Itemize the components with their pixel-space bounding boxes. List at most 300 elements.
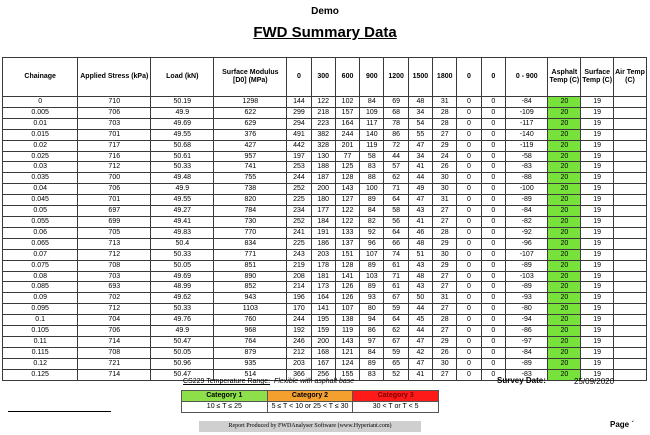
table-cell: 138: [335, 315, 359, 326]
table-cell: 77: [335, 151, 359, 162]
table-cell: 84: [360, 347, 384, 358]
table-cell: 200: [311, 184, 335, 195]
table-cell: 0: [481, 347, 505, 358]
table-cell: 244: [287, 315, 311, 326]
asphalt-temp-cell: 20: [548, 107, 581, 118]
table-row: [3, 347, 647, 358]
table-cell: 126: [335, 282, 359, 293]
table-cell: 177: [311, 206, 335, 217]
column-header: 900: [360, 58, 384, 97]
table-cell: 0: [457, 293, 481, 304]
table-cell: 49.62: [151, 293, 214, 304]
table-cell: 119: [360, 140, 384, 151]
table-cell: -82: [505, 216, 548, 227]
table-cell: 225: [287, 238, 311, 249]
table-cell: 31: [433, 97, 457, 108]
asphalt-temp-cell: 20: [548, 260, 581, 271]
table-cell: 834: [214, 238, 287, 249]
table-cell: 738: [214, 184, 287, 195]
table-cell: 64: [384, 195, 408, 206]
table-row: [3, 140, 647, 151]
table-cell: 712: [78, 162, 151, 173]
table-cell: 49.69: [151, 271, 214, 282]
table-cell: 89: [360, 195, 384, 206]
table-cell: 708: [78, 347, 151, 358]
table-cell: 196: [287, 293, 311, 304]
category-legend: [181, 390, 439, 413]
table-cell: [614, 206, 647, 217]
table-cell: [614, 249, 647, 260]
asphalt-temp-cell: 20: [548, 282, 581, 293]
table-cell: 157: [335, 107, 359, 118]
table-cell: 42: [408, 347, 432, 358]
table-row: [3, 315, 647, 326]
table-cell: 88: [360, 173, 384, 184]
table-cell: [614, 173, 647, 184]
table-cell: 27: [433, 206, 457, 217]
table-cell: 852: [214, 282, 287, 293]
table-cell: -89: [505, 260, 548, 271]
table-cell: 69: [384, 97, 408, 108]
table-cell: 168: [311, 347, 335, 358]
asphalt-temp-cell: 20: [548, 173, 581, 184]
table-cell: 701: [78, 195, 151, 206]
table-cell: 130: [311, 151, 335, 162]
table-cell: 41: [408, 216, 432, 227]
table-cell: 968: [214, 326, 287, 337]
table-cell: 19: [581, 336, 614, 347]
asphalt-temp-cell: 20: [548, 326, 581, 337]
table-cell: 47: [408, 195, 432, 206]
table-cell: 299: [287, 107, 311, 118]
column-header: Chainage: [3, 58, 78, 97]
table-cell: 29: [433, 140, 457, 151]
table-cell: 0.12: [3, 358, 78, 369]
table-cell: [614, 184, 647, 195]
table-cell: 0: [457, 238, 481, 249]
table-cell: 770: [214, 227, 287, 238]
table-cell: 0.11: [3, 336, 78, 347]
table-cell: 45: [408, 315, 432, 326]
table-cell: 253: [287, 162, 311, 173]
table-cell: 49.55: [151, 195, 214, 206]
table-cell: 246: [287, 336, 311, 347]
table-cell: 0: [481, 315, 505, 326]
table-cell: 0.08: [3, 271, 78, 282]
column-header: Surface Modulus [D0] (MPa): [214, 58, 287, 97]
table-cell: 71: [384, 184, 408, 195]
table-cell: 27: [433, 129, 457, 140]
table-cell: 710: [78, 97, 151, 108]
table-cell: 27: [433, 304, 457, 315]
table-cell: 180: [311, 195, 335, 206]
table-cell: 0.09: [3, 293, 78, 304]
table-cell: 61: [384, 282, 408, 293]
table-cell: 128: [335, 260, 359, 271]
table-cell: 0: [481, 238, 505, 249]
table-cell: 89: [360, 282, 384, 293]
table-cell: 0: [481, 282, 505, 293]
table-cell: 376: [214, 129, 287, 140]
table-cell: 244: [335, 129, 359, 140]
table-cell: 28: [433, 118, 457, 129]
table-cell: 28: [433, 107, 457, 118]
table-cell: 29: [433, 238, 457, 249]
table-cell: 121: [335, 347, 359, 358]
table-cell: -97: [505, 336, 548, 347]
table-cell: 851: [214, 260, 287, 271]
table-cell: -140: [505, 129, 548, 140]
table-cell: 629: [214, 118, 287, 129]
page-number: Page ´: [610, 420, 635, 429]
table-cell: -109: [505, 107, 548, 118]
table-cell: 58: [360, 151, 384, 162]
table-cell: 203: [287, 358, 311, 369]
table-cell: 0: [481, 195, 505, 206]
table-cell: 0: [457, 282, 481, 293]
table-cell: 19: [581, 162, 614, 173]
table-cell: [614, 282, 647, 293]
table-cell: 0: [481, 358, 505, 369]
column-header: 1500: [408, 58, 432, 97]
table-cell: -83: [505, 162, 548, 173]
table-cell: 328: [311, 140, 335, 151]
table-cell: 34: [408, 107, 432, 118]
table-cell: 59: [384, 347, 408, 358]
table-cell: [614, 107, 647, 118]
table-cell: 62: [384, 173, 408, 184]
table-cell: 19: [581, 97, 614, 108]
table-cell: 0.055: [3, 216, 78, 227]
table-cell: 71: [384, 271, 408, 282]
table-cell: 243: [287, 249, 311, 260]
table-cell: 30: [433, 358, 457, 369]
table-cell: 203: [311, 249, 335, 260]
table-cell: 706: [78, 107, 151, 118]
table-cell: 29: [433, 260, 457, 271]
table-cell: 143: [335, 336, 359, 347]
table-row: [3, 260, 647, 271]
table-cell: 0: [457, 129, 481, 140]
table-cell: 0.1: [3, 315, 78, 326]
table-cell: 0: [457, 216, 481, 227]
table-cell: 82: [360, 216, 384, 227]
table-cell: 704: [78, 315, 151, 326]
column-header: Load (kN): [151, 58, 214, 97]
table-cell: -100: [505, 184, 548, 195]
table-cell: 19: [581, 304, 614, 315]
table-cell: 0.015: [3, 129, 78, 140]
table-cell: 943: [214, 293, 287, 304]
table-cell: [614, 260, 647, 271]
table-row: [3, 195, 647, 206]
column-header: 0: [287, 58, 311, 97]
table-cell: 64: [384, 227, 408, 238]
report-credit: Report Produced by FWDAnalyser Software (www.Hyperiant.com): [199, 421, 421, 432]
table-cell: 102: [335, 97, 359, 108]
table-cell: 19: [581, 369, 614, 380]
table-cell: 0: [457, 140, 481, 151]
asphalt-temp-cell: 20: [548, 315, 581, 326]
table-cell: 0: [457, 195, 481, 206]
table-cell: 49.76: [151, 315, 214, 326]
table-cell: 0.07: [3, 249, 78, 260]
table-cell: 0.095: [3, 304, 78, 315]
table-cell: 49: [408, 184, 432, 195]
table-cell: [614, 293, 647, 304]
table-cell: 141: [311, 304, 335, 315]
table-cell: -84: [505, 347, 548, 358]
table-cell: 212: [287, 347, 311, 358]
table-cell: [614, 271, 647, 282]
category-2-range: 5 ≤ T < 10 or 25 < T ≤ 30: [267, 402, 353, 413]
table-cell: 0: [457, 107, 481, 118]
table-cell: 27: [433, 216, 457, 227]
table-cell: 92: [360, 227, 384, 238]
table-cell: [614, 326, 647, 337]
table-cell: [614, 195, 647, 206]
table-cell: 19: [581, 195, 614, 206]
table-cell: 244: [287, 173, 311, 184]
table-cell: 0.06: [3, 227, 78, 238]
asphalt-temp-cell: 20: [548, 227, 581, 238]
table-cell: -83: [505, 369, 548, 380]
table-cell: 164: [311, 293, 335, 304]
column-header: 300: [311, 58, 335, 97]
table-cell: 49.55: [151, 129, 214, 140]
table-cell: 26: [433, 347, 457, 358]
table-cell: [614, 358, 647, 369]
table-cell: 54: [408, 118, 432, 129]
table-cell: 19: [581, 118, 614, 129]
table-cell: 708: [78, 260, 151, 271]
summary-table-container: [2, 57, 647, 381]
table-cell: 49.27: [151, 206, 214, 217]
table-cell: 100: [360, 184, 384, 195]
table-cell: 188: [311, 162, 335, 173]
table-cell: 30: [433, 173, 457, 184]
table-cell: 1298: [214, 97, 287, 108]
table-cell: 128: [335, 173, 359, 184]
column-header: Air Temp (C): [614, 58, 647, 97]
table-cell: 50.05: [151, 347, 214, 358]
asphalt-temp-cell: 20: [548, 162, 581, 173]
table-cell: 0: [457, 271, 481, 282]
table-cell: 144: [287, 97, 311, 108]
table-cell: 0: [481, 336, 505, 347]
table-cell: 0.125: [3, 369, 78, 380]
table-cell: 0: [481, 151, 505, 162]
asphalt-temp-cell: 20: [548, 216, 581, 227]
table-cell: 43: [408, 282, 432, 293]
table-cell: 44: [384, 151, 408, 162]
table-cell: 730: [214, 216, 287, 227]
table-cell: 0: [457, 184, 481, 195]
table-cell: 167: [311, 358, 335, 369]
survey-date-label: Survey Date:: [497, 376, 546, 385]
table-cell: 66: [384, 238, 408, 249]
table-row: [3, 336, 647, 347]
table-cell: 93: [360, 293, 384, 304]
table-cell: 200: [311, 336, 335, 347]
table-cell: 103: [360, 271, 384, 282]
table-cell: 514: [214, 369, 287, 380]
table-cell: 717: [78, 140, 151, 151]
table-cell: 223: [311, 118, 335, 129]
asphalt-temp-cell: 20: [548, 206, 581, 217]
page-title: FWD Summary Data: [253, 24, 397, 41]
table-cell: 241: [287, 227, 311, 238]
table-cell: 124: [335, 358, 359, 369]
table-cell: 34: [408, 151, 432, 162]
table-cell: [614, 129, 647, 140]
table-cell: 771: [214, 249, 287, 260]
table-cell: 0: [457, 118, 481, 129]
table-cell: 107: [335, 304, 359, 315]
table-cell: 41: [408, 369, 432, 380]
table-cell: 0.075: [3, 260, 78, 271]
table-cell: 0: [457, 260, 481, 271]
table-cell: 0: [481, 326, 505, 337]
table-cell: 89: [360, 260, 384, 271]
column-header: 0: [457, 58, 481, 97]
table-row: [3, 238, 647, 249]
table-cell: -93: [505, 293, 548, 304]
table-cell: 50.61: [151, 151, 214, 162]
category-3-range: 30 < T or T < 5: [353, 402, 439, 413]
survey-date-value: 25/09/2020: [574, 377, 615, 386]
table-row: [3, 282, 647, 293]
table-cell: -84: [505, 206, 548, 217]
category-1-name: Category 1: [182, 391, 268, 402]
table-cell: 27: [433, 282, 457, 293]
column-header: 0: [481, 58, 505, 97]
table-cell: 0: [481, 293, 505, 304]
table-cell: 50: [408, 293, 432, 304]
table-cell: 0.04: [3, 184, 78, 195]
table-row: [3, 249, 647, 260]
table-cell: 693: [78, 282, 151, 293]
asphalt-temp-cell: 20: [548, 336, 581, 347]
table-cell: 80: [360, 304, 384, 315]
table-cell: 28: [433, 315, 457, 326]
table-cell: 214: [287, 282, 311, 293]
table-cell: 702: [78, 293, 151, 304]
category-1-range: 10 ≤ T ≤ 25: [182, 402, 268, 413]
table-cell: 30: [433, 249, 457, 260]
table-cell: 27: [433, 271, 457, 282]
table-cell: 28: [433, 227, 457, 238]
table-cell: 59: [384, 304, 408, 315]
table-cell: [614, 336, 647, 347]
table-cell: 50.19: [151, 97, 214, 108]
table-cell: 117: [360, 118, 384, 129]
table-cell: 0.025: [3, 151, 78, 162]
table-cell: 122: [311, 97, 335, 108]
table-cell: 19: [581, 151, 614, 162]
table-cell: 0: [481, 97, 505, 108]
table-cell: 706: [78, 184, 151, 195]
table-cell: 0: [481, 184, 505, 195]
table-cell: -89: [505, 282, 548, 293]
table-cell: -107: [505, 249, 548, 260]
category-2-name: Category 2: [267, 391, 353, 402]
table-cell: 48: [408, 238, 432, 249]
table-cell: 49.69: [151, 118, 214, 129]
table-cell: 225: [287, 195, 311, 206]
table-cell: 19: [581, 249, 614, 260]
table-cell: 890: [214, 271, 287, 282]
table-cell: 47: [408, 358, 432, 369]
table-cell: 48: [408, 97, 432, 108]
table-cell: 49.9: [151, 326, 214, 337]
table-row: [3, 129, 647, 140]
table-cell: 19: [581, 315, 614, 326]
table-cell: 0.105: [3, 326, 78, 337]
category-3-name: Category 3: [353, 391, 439, 402]
table-cell: [614, 315, 647, 326]
table-cell: 741: [214, 162, 287, 173]
table-cell: 65: [384, 358, 408, 369]
table-cell: 19: [581, 238, 614, 249]
table-cell: 61: [384, 260, 408, 271]
table-cell: 151: [335, 249, 359, 260]
table-cell: 86: [384, 129, 408, 140]
table-row: [3, 97, 647, 108]
table-cell: 699: [78, 216, 151, 227]
table-cell: 703: [78, 118, 151, 129]
table-cell: -58: [505, 151, 548, 162]
table-cell: 0: [481, 140, 505, 151]
table-cell: 44: [408, 304, 432, 315]
table-cell: -94: [505, 315, 548, 326]
table-row: [3, 227, 647, 238]
table-cell: 191: [311, 227, 335, 238]
table-cell: 714: [78, 336, 151, 347]
table-cell: 0: [457, 249, 481, 260]
table-cell: 19: [581, 173, 614, 184]
table-cell: 19: [581, 358, 614, 369]
table-cell: 0.02: [3, 140, 78, 151]
table-body: [3, 97, 647, 381]
table-cell: [614, 227, 647, 238]
table-cell: 0: [457, 315, 481, 326]
table-cell: 50.33: [151, 304, 214, 315]
table-cell: 78: [384, 118, 408, 129]
table-row: [3, 304, 647, 315]
table-cell: 201: [335, 140, 359, 151]
table-cell: 957: [214, 151, 287, 162]
table-cell: 19: [581, 282, 614, 293]
table-cell: -103: [505, 271, 548, 282]
table-cell: 50.33: [151, 162, 214, 173]
asphalt-temp-cell: 20: [548, 293, 581, 304]
table-cell: -89: [505, 358, 548, 369]
asphalt-temp-cell: 20: [548, 195, 581, 206]
table-row: [3, 151, 647, 162]
table-cell: 89: [360, 358, 384, 369]
asphalt-temp-cell: 20: [548, 369, 581, 380]
table-cell: 44: [408, 326, 432, 337]
table-cell: 0: [457, 347, 481, 358]
table-cell: 0: [457, 304, 481, 315]
table-cell: 122: [335, 216, 359, 227]
asphalt-temp-cell: 20: [548, 140, 581, 151]
table-cell: 51: [408, 249, 432, 260]
table-cell: 935: [214, 358, 287, 369]
column-header: 1800: [433, 58, 457, 97]
table-cell: 712: [78, 304, 151, 315]
